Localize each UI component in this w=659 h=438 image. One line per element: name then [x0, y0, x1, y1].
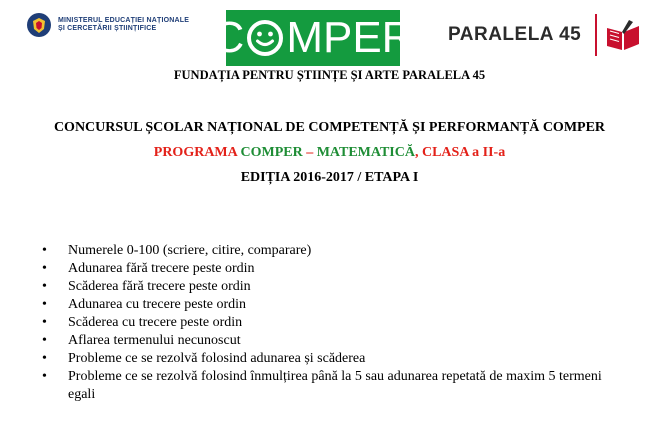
program-grade: CLASA a II-a [421, 145, 506, 160]
program-comma: , [414, 145, 422, 160]
ministry-name [58, 17, 189, 33]
smiley-face-icon [245, 18, 285, 58]
program-comper: COMPER [240, 145, 303, 160]
program-subject: MATEMATICĂ [316, 145, 415, 160]
paralela-45-logo [448, 14, 643, 56]
comper-logo-letters-mper: MPER [286, 13, 414, 62]
program-title [0, 145, 659, 161]
list-item: • Scăderea cu trecere peste ordin [38, 314, 608, 332]
ministry-logo [26, 12, 189, 38]
list-item: • Adunarea cu trecere peste ordin [38, 296, 608, 314]
contest-title: CONCURSUL ȘCOLAR NAȚIONAL DE COMPETENȚĂ ȘI PERFORMANȚĂ COMPER [53, 120, 606, 135]
list-item: • Scăderea fără trecere peste ordin [38, 278, 608, 296]
logo-divider [595, 14, 597, 56]
ministry-line2: ȘI CERCETĂRII ȘTIINȚIFICE [58, 25, 157, 32]
open-book-icon [603, 18, 643, 52]
program-dash: – [302, 145, 317, 160]
list-item: • Adunarea fără trecere peste ordin [38, 260, 608, 278]
edition-title: EDIȚIA 2016-2017 / ETAPA I [240, 170, 419, 185]
comper-logo-letter-c: C [212, 13, 245, 62]
list-item: • Aflarea termenului necunoscut [38, 332, 608, 350]
comper-logo-wordmark [212, 13, 414, 62]
list-item: • Numerele 0-100 (scriere, citire, comparare) [38, 242, 608, 260]
foundation-name: FUNDAȚIA PENTRU ȘTIINȚE ȘI ARTE PARALELA 45 [173, 68, 486, 82]
program-label: PROGRAMA [153, 145, 241, 160]
page-header [0, 0, 659, 66]
comper-logo [212, 10, 414, 66]
list-item: • Probleme ce se rezolvă folosind înmulțirea până la 5 sau adunarea repetată de maxim 5 termeni egali [38, 368, 608, 404]
romanian-coat-of-arms-icon [26, 12, 52, 38]
topics-list [38, 242, 608, 404]
list-item: • Probleme ce se rezolvă folosind adunarea și scăderea [38, 350, 608, 368]
paralela-45-wordmark: PARALELA 45 [448, 24, 582, 45]
ministry-line1: MINISTERUL EDUCAȚIEI NAȚIONALE [58, 17, 190, 24]
